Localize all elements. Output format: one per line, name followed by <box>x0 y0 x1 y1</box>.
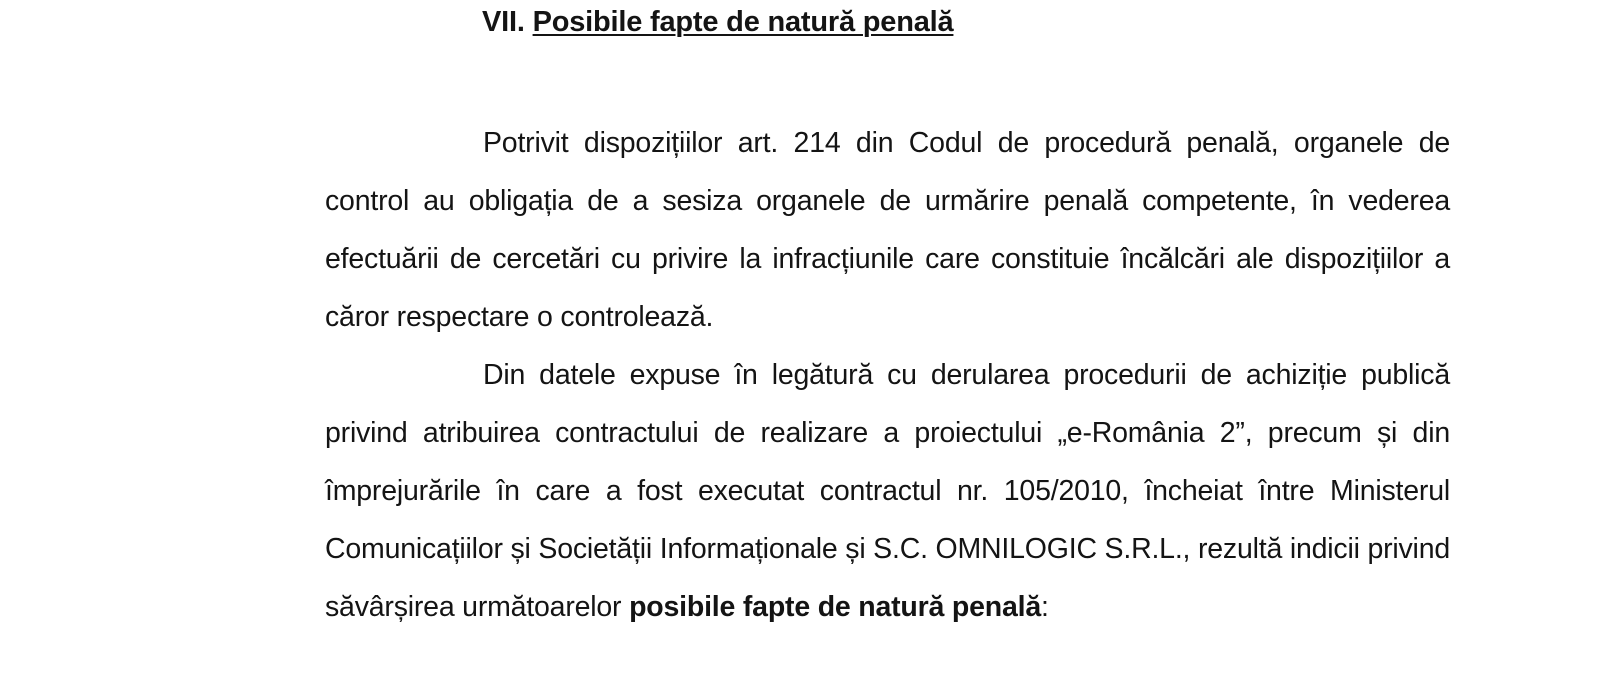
section-number: VII. <box>482 6 525 38</box>
paragraph-findings <box>325 346 1450 636</box>
paragraph-tail: : <box>1040 591 1049 623</box>
paragraph-legal-basis <box>325 114 1450 346</box>
paragraph-text: Potrivit dispozițiilor art. 214 din Codul de procedură penală, organele de control au obligația de a sesiza organele de urmărire penală competente, în vederea efectuării de cercetări cu privire la infracțiunile care constituie încălcări ale dispozițiilor a căror respectare o controlează. <box>325 127 1450 333</box>
section-heading <box>482 2 953 42</box>
document-body <box>325 114 1450 636</box>
paragraph-text: Din datele expuse în legătură cu derularea procedurii de achiziție publică privind atribuirea contractului de realizare a proiectului „e-România 2”, precum și din împrejurările în care a fost executat contractul nr. 105/2010, încheiat între Ministerul Comunicațiilor și Societății Informaționale și S.C. OMNILOGIC S.R.L., rezultă indicii privind săvârșirea următoarelor <box>325 359 1450 623</box>
emphasized-phrase: posibile fapte de natură penală <box>629 591 1041 623</box>
section-title: Posibile fapte de natură penală <box>532 6 954 38</box>
